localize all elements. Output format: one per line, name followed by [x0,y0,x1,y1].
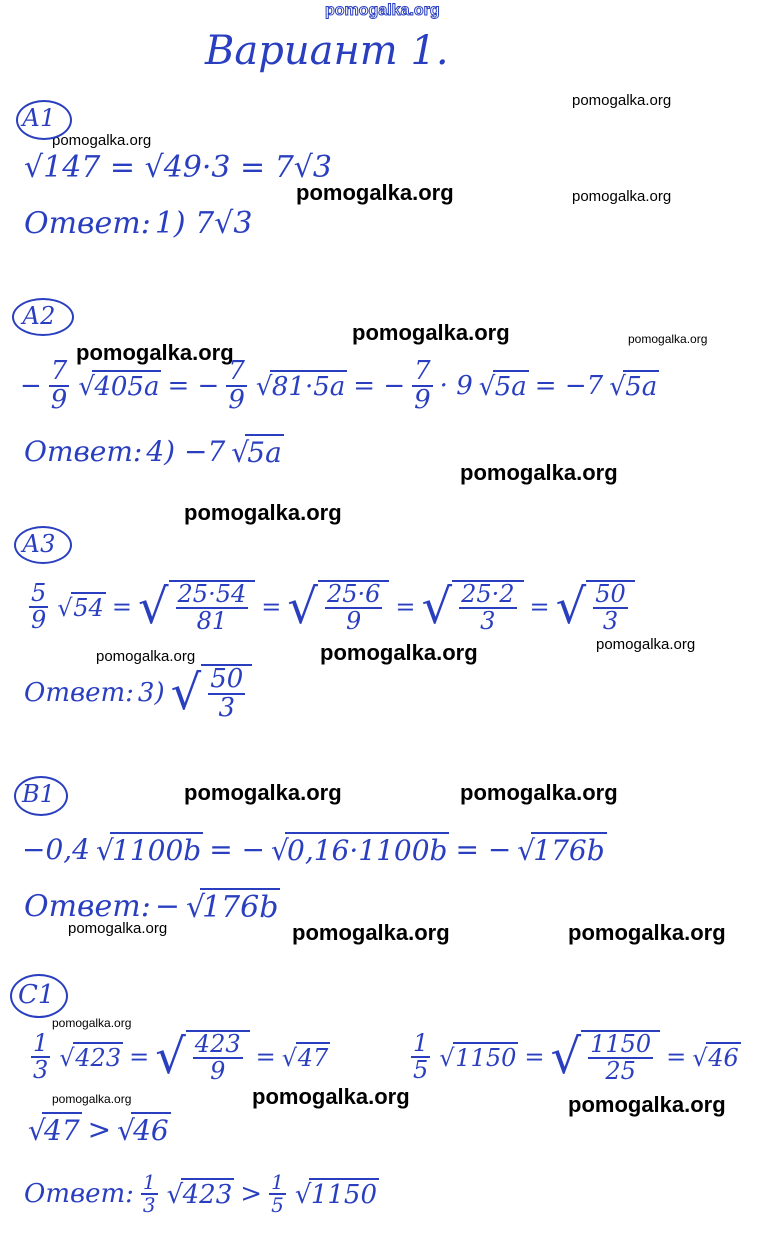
minus-sign: − [20,371,42,402]
radical: √ $\frac{25\cdot 54}{81}$ [138,580,255,634]
numerator: 50 [210,664,244,694]
answer-prefix: Ответ: [24,889,151,924]
equals-sign: = − [209,833,266,866]
radical [78,370,161,402]
denominator: 25 [605,1057,636,1086]
radicand: 1150 [455,1044,517,1073]
denominator: 3 [33,1056,49,1085]
task-label-c1: С1 [18,980,55,1010]
radical: √ $\frac{50}{3}$ [556,580,635,634]
radical [517,832,606,867]
watermark: pomogalka.org [52,1092,132,1106]
radical [692,1042,741,1072]
equals-sign: = [666,1043,687,1072]
a2-answer [24,434,286,469]
radical [479,370,529,402]
fraction [208,666,245,723]
fraction [29,581,48,633]
watermark: pomogalka.org [568,1092,726,1117]
a1-answer [24,206,252,241]
numerator: 1 [271,1170,284,1194]
radical [117,1112,171,1147]
answer-prefix: Ответ: [24,435,143,468]
radicand: 1100b [112,834,202,867]
radical [256,370,347,402]
radical [28,1112,82,1147]
equals-sign: = − [353,371,406,402]
answer-value: 3) [137,678,165,709]
equals-sign: = [395,593,416,622]
radical [57,592,106,622]
fraction [459,582,516,634]
radicand: 46 [133,1114,169,1147]
denominator: 3 [602,607,619,636]
radical: √ $\frac{25\cdot 6}{9}$ [287,580,389,634]
fraction [141,1172,158,1216]
equals-sign: = [129,1043,150,1072]
denominator: 9 [210,1057,226,1086]
watermark: pomogalka.org [320,640,478,665]
a2-equation [20,358,661,415]
watermark: pomogalka.org [68,920,168,937]
numerator: 25·2 [461,580,515,608]
watermark: pomogalka.org [460,780,618,805]
watermark: pomogalka.org [96,648,196,665]
radical [609,370,659,402]
answer-value: 4) −7 [146,435,226,468]
radicand: 5a [625,372,658,403]
radical [295,1178,379,1210]
radical [439,1042,518,1072]
c1-answer [24,1172,381,1216]
denominator: 3 [218,693,235,724]
radicand: 423 [75,1044,122,1073]
denominator: 3 [142,1193,156,1217]
equals-sign: = [524,1043,545,1072]
c1-equation-right [408,1030,743,1084]
watermark: pomogalka.org [52,132,152,149]
watermark: pomogalka.org [568,920,726,945]
numerator: 1 [142,1170,156,1194]
radical [59,1042,123,1072]
fraction [411,1031,430,1083]
multiplier: · 9 [439,371,473,402]
b1-answer [24,888,282,925]
a1-equation: √147 = √49·3 = 7√3 [24,150,332,185]
denominator: 81 [196,607,228,636]
watermark: pomogalka.org [596,636,696,653]
radical [186,888,280,925]
watermark: pomogalka.org [352,320,510,345]
watermark: pomogalka.org [76,340,234,365]
radicand: 176b [201,890,279,925]
radical: √ $\frac{1150}{25}$ [550,1030,660,1084]
numerator: 1 [413,1029,429,1057]
answer-value: − [154,889,180,924]
numerator: 423 [194,1030,241,1058]
fraction [269,1172,286,1216]
equals-sign: = − [167,371,220,402]
radical: √ $\frac{423}{9}$ [155,1030,249,1084]
numerator: 1 [33,1029,49,1057]
radicand: 423 [182,1180,233,1210]
radicand: 47 [44,1114,80,1147]
radical [282,1042,331,1072]
watermark: pomogalka.org [572,92,672,109]
c1-comparison [26,1112,173,1147]
equals-sign: = [255,1043,276,1072]
a3-equation [26,580,637,634]
equals-sign: = − [455,833,512,866]
denominator: 9 [228,385,245,416]
equals-sign: = [261,593,282,622]
answer-value: 1) 7√3 [154,206,253,241]
radical [271,832,449,867]
watermark: pomogalka.org [460,460,618,485]
numerator: 7 [228,356,245,386]
numerator: 5 [31,579,47,607]
c1-equation-left [28,1030,332,1084]
radical: √ $\frac{50}{3}$ [171,664,253,723]
task-label-a1: А1 [22,104,56,132]
radicand: 5a [247,436,282,469]
radical [96,832,203,867]
fraction [593,582,628,634]
denominator: 9 [346,607,362,636]
task-label-a2: А2 [22,302,56,330]
denominator: 3 [480,607,496,636]
watermark: pomogalka.org [184,780,342,805]
equals-sign: = [111,593,132,622]
radicand: 405a [94,372,160,403]
radicand: 0,16·1100b [287,834,448,867]
radicand: 47 [297,1044,329,1073]
fraction [588,1032,653,1084]
radicand: 81·5a [271,372,346,403]
fraction [412,358,433,415]
numerator: 1150 [590,1030,652,1058]
radicand: 5a [494,372,527,403]
radicand: 1150 [310,1180,377,1210]
fraction [193,1032,243,1084]
radical [167,1178,235,1210]
greater-than-sign: > [240,1179,263,1209]
fraction [31,1031,50,1083]
denominator: 9 [50,385,68,416]
variant-title: Вариант 1. [205,28,449,74]
watermark: pomogalka.org [296,180,454,205]
task-label-a3: А3 [22,530,56,558]
radicand: 46 [708,1044,739,1073]
b1-equation [22,832,609,867]
numerator: 25·6 [326,580,381,608]
site-logo-top[interactable]: pomogalka.org [325,2,440,19]
greater-than-sign: > [87,1113,112,1146]
watermark: pomogalka.org [184,500,342,525]
denominator: 9 [31,606,47,635]
fraction [325,582,382,634]
answer-prefix: Ответ: [24,678,134,709]
watermark: pomogalka.org [572,188,672,205]
a3-answer [24,664,254,723]
answer-prefix: Ответ: [24,206,151,241]
answer-prefix: Ответ: [24,1179,134,1209]
radical [231,434,284,469]
result: = −7 [534,371,604,402]
denominator: 5 [413,1056,429,1085]
fraction [49,358,70,415]
numerator: 50 [595,580,626,608]
radicand: 176b [533,834,605,867]
fraction [226,358,247,415]
denominator: 9 [414,385,431,416]
task-label-b1: В1 [22,780,55,808]
watermark: pomogalka.org [292,920,450,945]
fraction [176,582,249,634]
radical: √ $\frac{25\cdot 2}{3}$ [422,580,524,634]
numerator: 7 [414,356,431,386]
denominator: 5 [271,1193,284,1217]
radicand: 54 [73,594,104,623]
coefficient: −0,4 [22,833,90,866]
watermark: pomogalka.org [628,332,708,346]
numerator: 7 [50,356,68,386]
watermark: pomogalka.org [252,1084,410,1109]
numerator: 25·54 [177,580,247,608]
watermark: pomogalka.org [52,1016,132,1030]
equals-sign: = [529,593,550,622]
